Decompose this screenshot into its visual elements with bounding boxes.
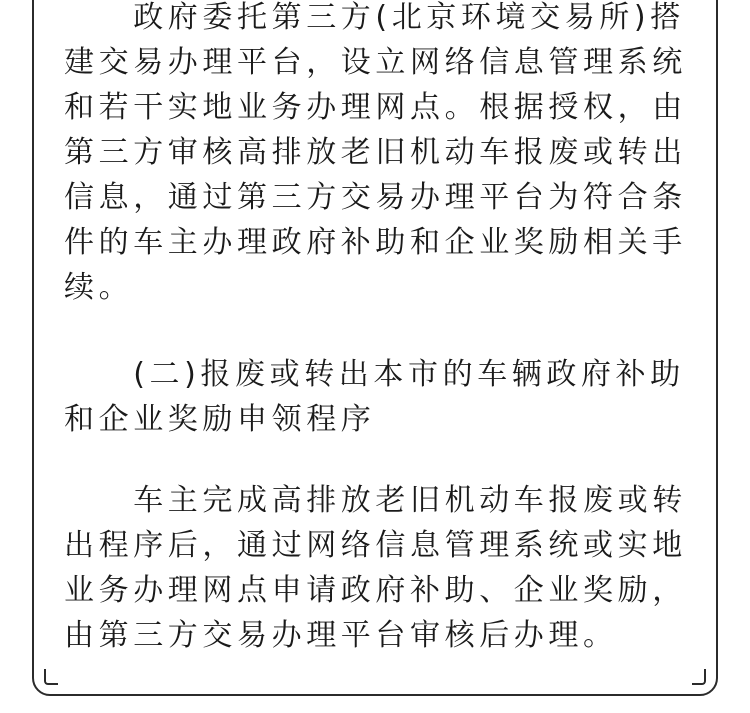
text-line: 信息，通过第三方交易办理平台为符合条 bbox=[64, 180, 687, 215]
text-line: 出程序后，通过网络信息管理系统或实地 bbox=[64, 528, 687, 563]
text-line: 和企业奖励申领程序 bbox=[64, 402, 376, 437]
text-line: 政府委托第三方(北京环境交易所)搭 bbox=[64, 0, 685, 35]
paragraph-platform-setup bbox=[64, 0, 704, 310]
corner-bracket-bottom-left-icon bbox=[44, 669, 58, 685]
text-line: 件的车主办理政府补助和企业奖励相关手 bbox=[64, 225, 687, 260]
text-line: (二)报废或转出本市的车辆政府补助 bbox=[64, 357, 685, 392]
text-line: 第三方审核高排放老旧机动车报废或转出 bbox=[64, 135, 687, 170]
corner-bracket-bottom-right-icon bbox=[692, 669, 706, 685]
text-line: 续。 bbox=[64, 270, 134, 305]
text-line: 由第三方交易办理平台审核后办理。 bbox=[64, 618, 618, 653]
text-line: 业务办理网点申请政府补助、企业奖励， bbox=[64, 573, 687, 608]
text-line: 车主完成高排放老旧机动车报废或转 bbox=[64, 483, 687, 518]
text-line: 建交易办理平台，设立网络信息管理系统 bbox=[64, 45, 687, 80]
text-line: 和若干实地业务办理网点。根据授权，由 bbox=[64, 90, 687, 125]
paragraph-application-process bbox=[64, 478, 704, 658]
section-heading bbox=[64, 352, 704, 442]
